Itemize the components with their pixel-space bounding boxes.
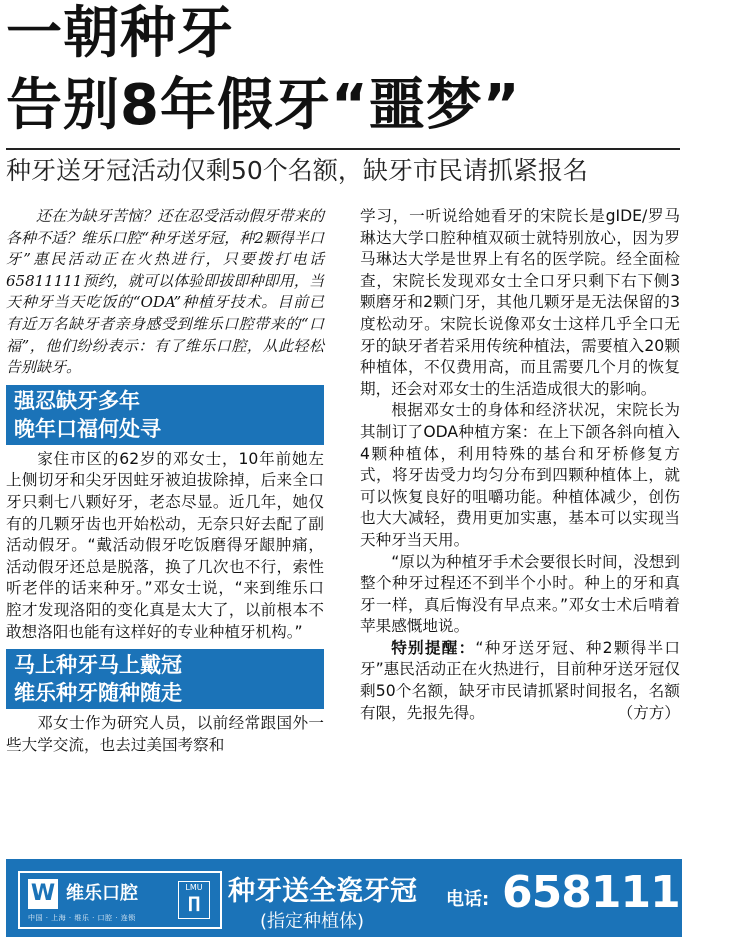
section-1-paragraph: 家住市区的62岁的邓女士，10年前她左上侧切牙和尖牙因蛀牙被迫拔除掉，后来全口牙只剩七八颗好牙，老态尽显。近几年，她仅有的几颗牙齿也开始松动，无奈只好去配了副活动假牙。“戴活动假牙吃饭磨得牙龈肿痛，活动假牙还总是脱落，换了几次也不行，索性听老伴的话来种牙。”邓女士说，“来到维乐口腔才发现洛阳的变化真是太大了，以前根本不敢想洛阳也能有这样好的专业种植牙机构。” (6, 449, 324, 641)
seal-text: LMU (185, 883, 203, 892)
headline-line-2: 告别8年假牙“噩梦” (6, 73, 521, 138)
seal-mark-icon: ∏ (187, 893, 201, 912)
intro-paragraph: 还在为缺牙苦恼？还在忍受活动假牙带来的各种不适？维乐口腔“种牙送牙冠，种2颗得半口牙”惠民活动正在火热进行，只要拨打电话65811111预约，就可以体验即拔即种即用，当天种牙当天吃饭的“ODA”种植牙技术。目前已有近万名缺牙者亲身感受到维乐口腔带来的“口福”，他们纷纷表示：有了维乐口腔，从此轻松告别缺牙。 (6, 207, 324, 377)
right-column (360, 206, 680, 724)
logo-mark-icon: W (28, 879, 58, 909)
reminder-text: “种牙送牙冠、种2颗得半口牙”惠民活动正在火热进行，目前种牙送牙冠仅剩50个名额，缺牙市民请抓紧时间报名，名额有限，先报先得。 (360, 638, 680, 722)
subtitle: 种牙送牙冠活动仅剩50个名额，缺牙市民请抓紧报名 (6, 156, 588, 185)
section-heading-1 (6, 385, 324, 445)
footer-banner (6, 859, 739, 937)
special-reminder (360, 638, 680, 724)
right-paragraph-1: 学习，一听说给她看牙的宋院长是gIDE/罗马琳达大学口腔种植双硕士就特别放心，因为罗马琳达大学是世界上有名的医学院。经全面检查，宋院长发现邓女士全口牙只剩下右下侧3颗磨牙和2颗门牙，其他几颗牙是无法保留的3度松动牙。宋院长说像邓女士这样几乎全口无牙的缺牙者若采用传统种植法，需要植入20颗种植体，不仅费用高，而且需要几个月的恢复期，还会对邓女士的生活造成很大的影响。 (360, 207, 680, 398)
section-heading-2 (6, 649, 324, 709)
headline-divider (6, 148, 680, 150)
logo-name: 维乐口腔 (66, 883, 138, 904)
section-heading-1-line-1: 强忍缺牙多年 (14, 388, 140, 413)
promo-main: 种牙送全瓷牙冠 (228, 876, 417, 907)
reminder-label: 特别提醒： (391, 638, 476, 657)
phone-number: 65811111 (502, 867, 739, 918)
phone-label: 电话: (446, 889, 490, 910)
section-heading-1-line-2: 晚年口福何处寻 (14, 416, 161, 441)
logo-subtext: 中国 · 上海 · 维乐 · 口腔 · 连锁 (28, 914, 136, 922)
headline-line-1: 一朝种牙 (6, 1, 234, 66)
section-heading-2-line-1: 马上种牙马上戴冠 (14, 653, 182, 678)
promo-sub: (指定种植体) (260, 911, 365, 932)
clinic-logo (18, 871, 222, 929)
left-column (6, 206, 324, 756)
right-paragraph-3: “原以为种植牙手术会要很长时间，没想到整个种牙过程还不到半个小时。种上的牙和真牙一样，真后悔没有早点来。”邓女士术后啃着苹果感慨地说。 (360, 552, 680, 636)
right-paragraph-2: 根据邓女士的身体和经济状况，宋院长为其制订了ODA种植方案：在上下颌各斜向植入4颗种植体，利用特殊的基台和牙桥修复方式，将牙齿受力均匀分布到四颗种植体上，就可以恢复良好的咀嚼功能。种植体减少，创伤也大大减轻，费用更加实惠，基本可以实现当天种牙当天用。 (360, 401, 680, 549)
university-seal-icon (178, 881, 210, 919)
section-heading-2-line-2: 维乐种牙随种随走 (14, 681, 182, 706)
author: （方方） (617, 703, 680, 722)
section-2-paragraph-start: 邓女士作为研究人员，以前经常跟国外一些大学交流，也去过美国考察和 (6, 714, 324, 754)
